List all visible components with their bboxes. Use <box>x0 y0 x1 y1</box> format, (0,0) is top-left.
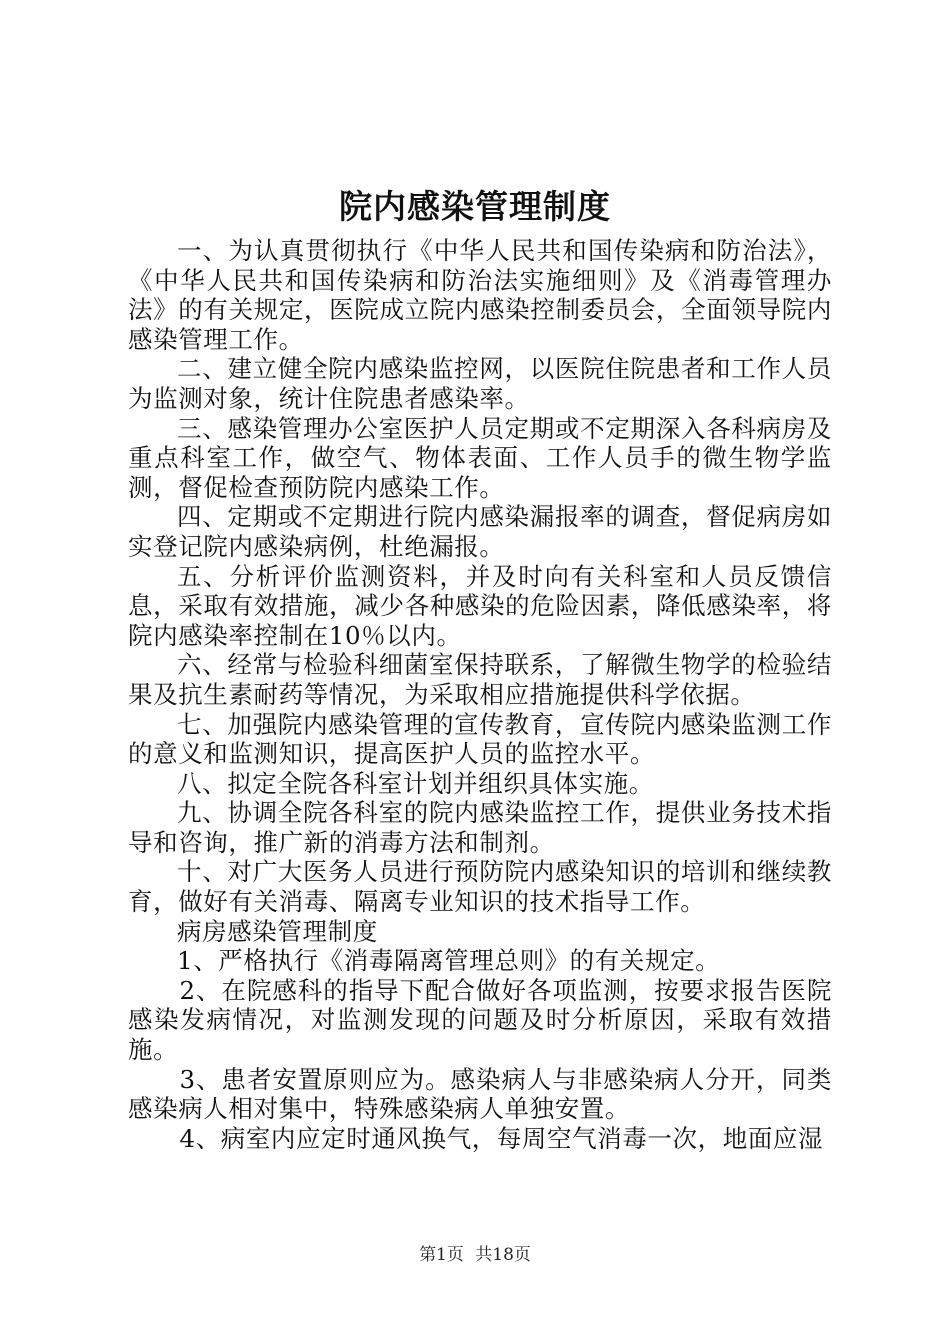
rule-4: 4、病室内应定时通风换气，每周空气消毒一次，地面应湿 <box>179 1123 824 1153</box>
paragraph-8: 八、拟定全院各科室计划并组织具体实施。 <box>177 768 654 798</box>
paragraph-7: 七、加强院内感染管理的宣传教育，宣传院内感染监测工作的意义和监测知识，提高医护人员的监控水平。 <box>128 709 832 769</box>
paragraph-9: 九、协调全院各科室的院内感染监控工作，提供业务技术指导和咨询，推广新的消毒方法和制剂。 <box>128 798 832 857</box>
paragraph-2: 二、建立健全院内感染监控网，以医院住院患者和工作人员为监测对象，统计住院患者感染率。 <box>128 354 832 413</box>
section-heading: 病房感染管理制度 <box>177 916 378 946</box>
rule-1: 1、严格执行《消毒隔离管理总则》的有关规定。 <box>177 946 721 976</box>
page-number: 第1页 <box>419 1245 464 1265</box>
paragraph-4: 四、定期或不定期进行院内感染漏报率的调查，督促病房如实登记院内感染病例，杜绝漏报。 <box>128 502 832 561</box>
page-footer <box>0 1243 950 1267</box>
rule-3: 3、患者安置原则应为。感染病人与非感染病人分开，同类感染病人相对集中，特殊感染病人单独安置。 <box>128 1064 832 1124</box>
page-total: 共18页 <box>475 1245 531 1265</box>
paragraph-1: 一、为认真贯彻执行《中华人民共和国传染病和防治法》，《中华人民共和国传染病和防治法实施细则》及《消毒管理办法》的有关规定，医院成立院内感染控制委员会，全面领导院内感染管理工作。 <box>128 236 832 354</box>
rule-2: 2、在院感科的指导下配合做好各项监测，按要求报告医院感染发病情况，对监测发现的问题及时分析原因，采取有效措施。 <box>128 975 832 1065</box>
paragraph-3: 三、感染管理办公室医护人员定期或不定期深入各科病房及重点科室工作，做空气、物体表面、工作人员手的微生物学监测，督促检查预防院内感染工作。 <box>128 413 832 502</box>
paragraph-10: 十、对广大医务人员进行预防院内感染知识的培训和继续教育，做好有关消毒、隔离专业知识的技术指导工作。 <box>128 857 832 917</box>
document-title: 院内感染管理制度 <box>339 187 611 226</box>
paragraph-6: 六、经常与检验科细菌室保持联系，了解微生物学的检验结果及抗生素耐药等情况，为采取相应措施提供科学依据。 <box>128 650 832 709</box>
paragraph-5: 五、分析评价监测资料，并及时向有关科室和人员反馈信息，采取有效措施，减少各种感染的危险因素，降低感染率，将院内感染率控制在10％以内。 <box>128 561 832 650</box>
document-body <box>128 236 832 1153</box>
